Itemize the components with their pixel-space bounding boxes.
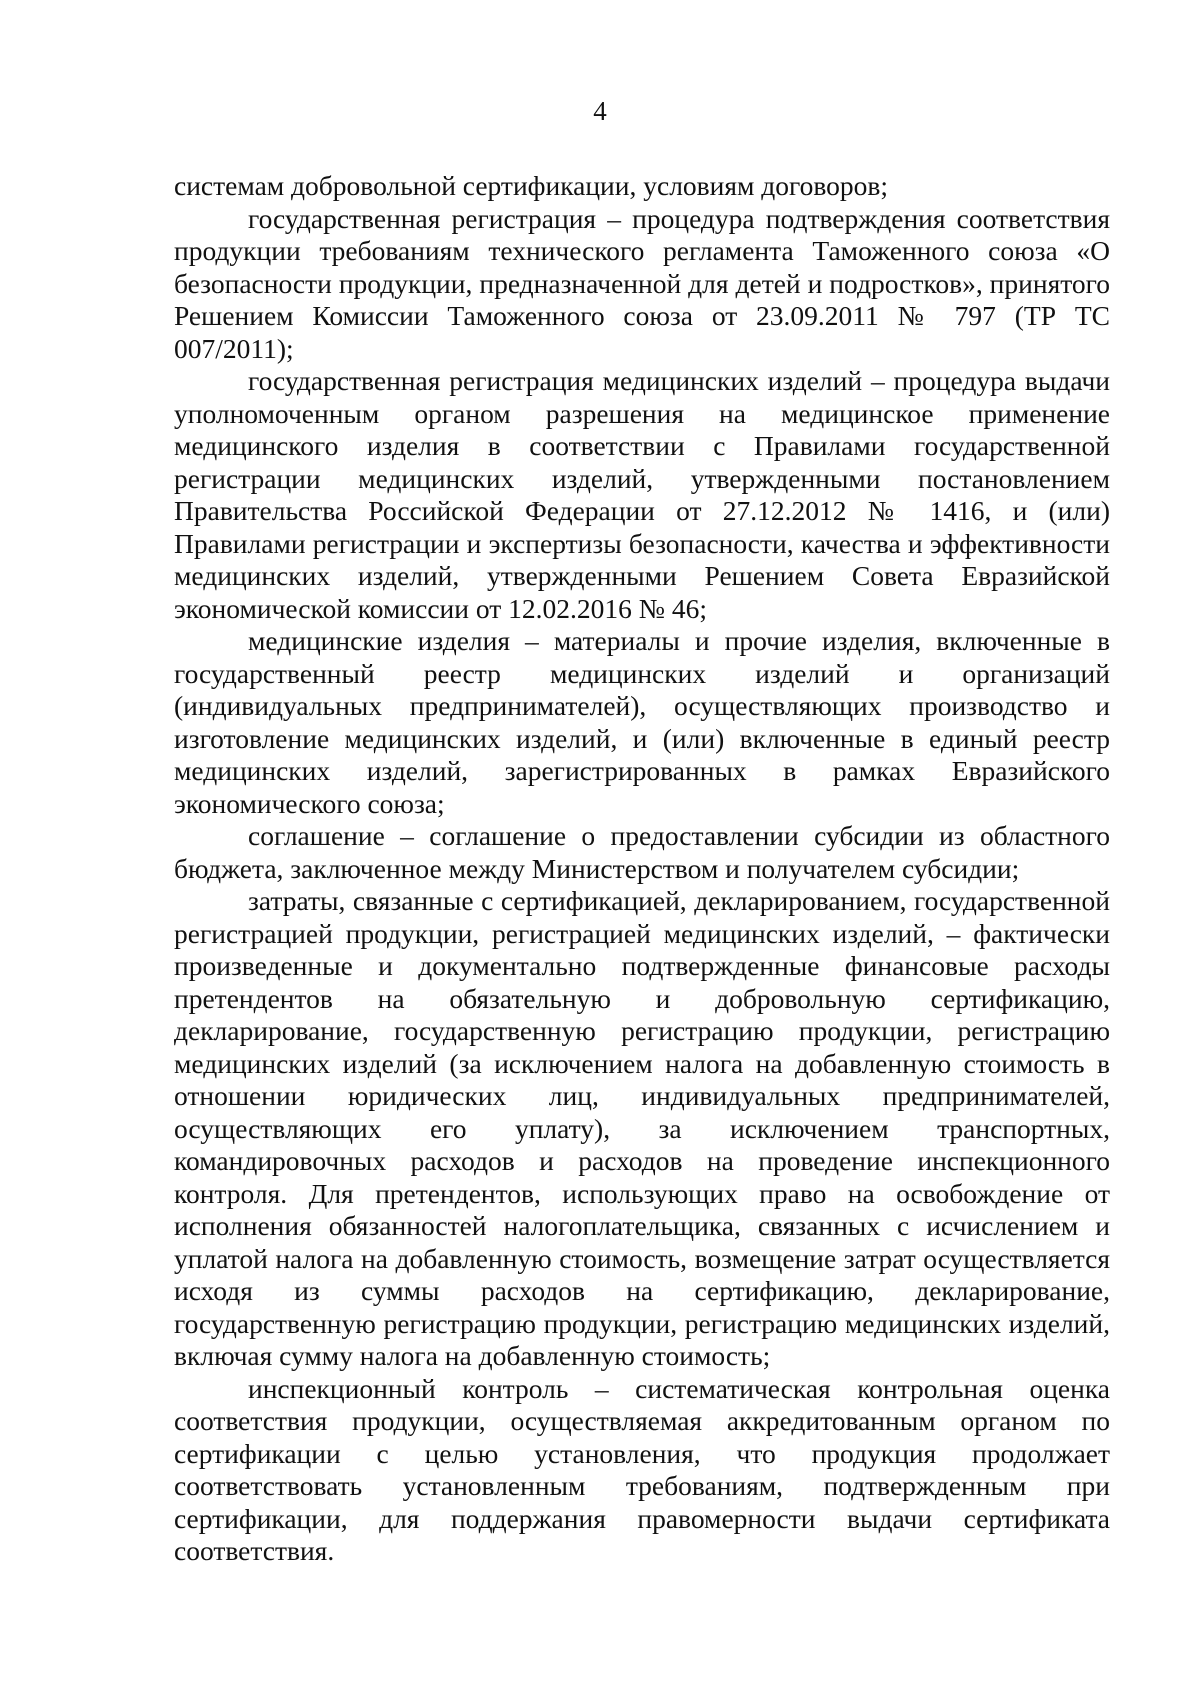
document-body bbox=[174, 170, 1110, 1568]
paragraph-medical-devices: медицинские изделия – материалы и прочие изделия, включенные в государственный реестр медицинских изделий и организаций (индивидуальных предпринимателей), осуществляющих производство и изготовление медицинских изделий, и (или) включенные в единый реестр медицинских изделий, зарегистрированных в рамках Евразийского экономического союза; bbox=[174, 625, 1110, 819]
paragraph-inspection-control: инспекционный контроль – систематическая контрольная оценка соответствия продукции, осуществляемая аккредитованным органом по сертификации с целью установления, что продукция продолжает соответствовать установленным требованиям, подтвержденным при сертификации, для поддержания правомерности выдачи сертификата соответствия. bbox=[174, 1372, 1110, 1566]
paragraph-costs: затраты, связанные с сертификацией, декларированием, государственной регистрацией продукции, регистрацией медицинских изделий, – фактически произведенные и документально подтвержденные финансовые расходы претендентов на обязательную и добровольную сертификацию, декларирование, государственную регистрацию продукции, регистрацию медицинских изделий (за исключением налога на добавленную стоимость в отношении юридических лиц, индивидуальных предпринимателей, осуществляющих его уплату), за исключением транспортных, командировочных расходов и расходов на проведение инспекционного контроля. Для претендентов, использующих право на освобождение от исполнения обязанностей налогоплательщика, связанных с исчислением и уплатой налога на добавленную стоимость, возмещение затрат осуществляется исходя из суммы расходов на сертификацию, декларирование, государственную регистрацию продукции, регистрацию медицинских изделий, включая сумму налога на добавленную стоимость; bbox=[174, 885, 1110, 1371]
paragraph-state-registration: государственная регистрация – процедура подтверждения соответствия продукции требованиям технического регламента Таможенного союза «О безопасности продукции, предназначенной для детей и подростков», принятого Решением Комиссии Таможенного союза от 23.09.2011 № 797 (ТР ТС 007/2011); bbox=[174, 202, 1110, 364]
page-number: 4 bbox=[593, 96, 607, 126]
paragraph-medical-device-registration: государственная регистрация медицинских изделий – процедура выдачи уполномоченным органом разрешения на медицинское применение медицинского изделия в соответствии с Правилами государственной регистрации медицинских изделий, утвержденными постановлением Правительства Российской Федерации от 27.12.2012 № 1416, и (или) Правилами регистрации и экспертизы безопасности, качества и эффективности медицинских изделий, утвержденными Решением Совета Евразийской экономической комиссии от 12.02.2016 № 46; bbox=[174, 365, 1110, 624]
paragraph-continuation: системам добровольной сертификации, условиям договоров; bbox=[174, 170, 889, 201]
paragraph-agreement: соглашение – соглашение о предоставлении субсидии из областного бюджета, заключенное между Министерством и получателем субсидии; bbox=[174, 820, 1110, 884]
